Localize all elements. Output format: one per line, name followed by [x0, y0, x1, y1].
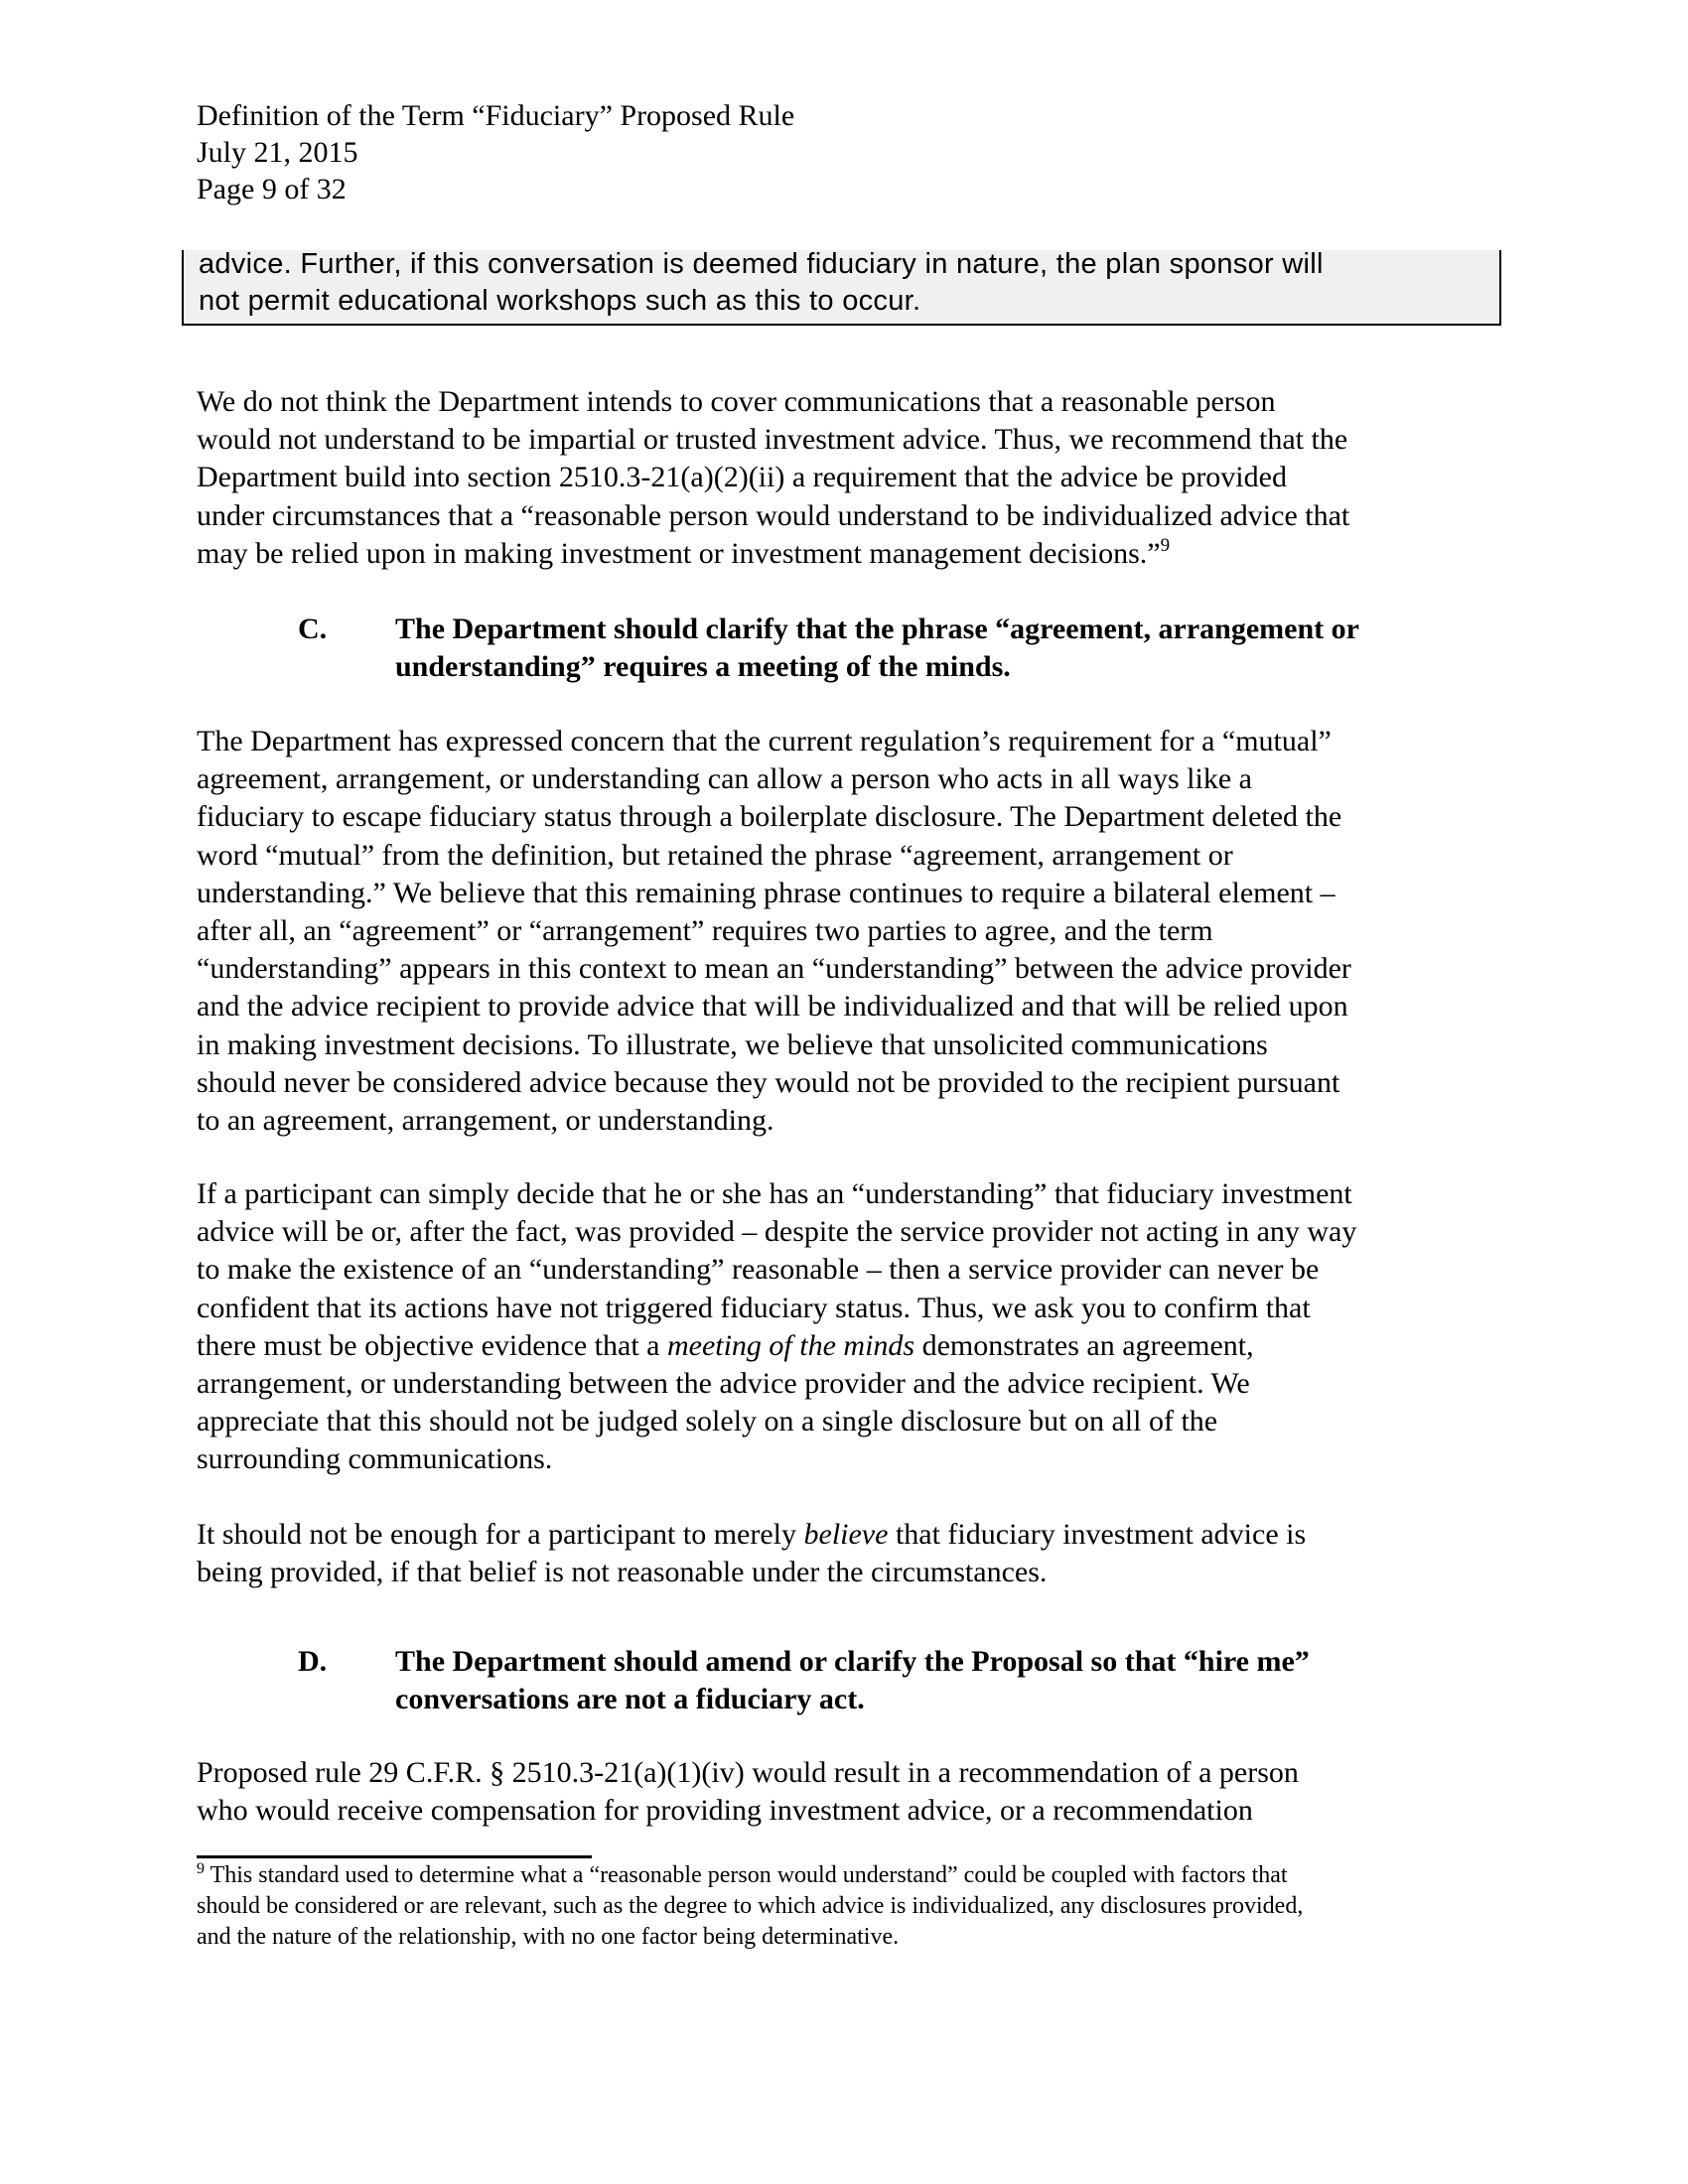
footnote-separator [197, 1855, 592, 1858]
page-number: Page 9 of 32 [197, 173, 347, 205]
footnote-9: $^9$ This standard used to determine what a “reasonable person would understand” could be coupled with factors that should be considered or are relevant, such as the degree to which advice is individualized, any disclosures provided, and the nature of the relationship, with no one factor being determinative. [197, 1860, 1304, 1950]
paragraph-participant-understanding: If a participant can simply decide that he or she has an “understanding” that fiduciary investment advice will be or, after the fact, was provided – despite the service provider not acting in any way to make the existence of an “understanding” reasonable – then a service provider can never be confident that its actions have not triggered fiduciary status. Thus, we ask you to confirm that there must be objective evidence that a meeting of the minds demonstrates an agreement, arrangement, or understanding between the advice provider and the advice recipient. We appreciate that this should not be judged solely on a single disclosure but on all of the surrounding communications. [197, 1177, 1357, 1476]
footnote-ref-9[interactable]: 9 [1160, 534, 1171, 556]
paragraph-belief: It should not be enough for a participant to merely believe that fiduciary investment advice is being provided, if that belief is not reasonable under the circumstances. [197, 1518, 1307, 1589]
document-title: Definition of the Term “Fiduciary” Proposed Rule [197, 99, 795, 132]
emphasis-believe: believe [803, 1518, 889, 1551]
section-letter: C. [298, 613, 328, 645]
document-date: July 21, 2015 [197, 136, 358, 169]
paragraph-hire-me: Proposed rule 29 C.F.R. § 2510.3-21(a)(1)(iv) would result in a recommendation of a person who would receive compensation for providing investment advice, or a recommendation [197, 1756, 1299, 1828]
section-title: The Department should amend or clarify the Proposal so that “hire me” conversations are not a fiduciary act. [395, 1645, 1310, 1715]
section-letter: D. [298, 1645, 328, 1678]
callout-line: advice. Further, if this conversation is deemed fiduciary in nature, the plan sponsor will [199, 248, 1324, 280]
footnote-number: 9 [197, 1860, 205, 1877]
quoted-comment-box [182, 250, 1501, 326]
section-title: The Department should clarify that the phrase “agreement, arrangement or understanding” requires a meeting of the minds. [395, 613, 1359, 683]
paragraph-reasonable-person: We do not think the Department intends to cover communications that a reasonable person would not understand to be impartial or trusted investment advice. Thus, we recommend that the Department build into section 2510.3-21(a)(2)(ii) a requirement that the advice be provided under circumstances that a “reasonable person would understand to be individualized advice that may be relied upon in making investment or investment management decisions.”$^9$ [197, 385, 1350, 570]
emphasis-meeting-of-minds: meeting of the minds [666, 1328, 915, 1362]
callout-line: not permit educational workshops such as this to occur. [199, 285, 921, 317]
page-header [197, 97, 794, 207]
paragraph-mutual-agreement: The Department has expressed concern that the current regulation’s requirement for a “mutual” agreement, arrangement, or understanding can allow a person who acts in all ways like a fiduciary to escape fiduciary status through a boilerplate disclosure. The Department deleted the word “mutual” from the definition, but retained the phrase “agreement, arrangement or understanding.” We believe that this remaining phrase continues to require a bilateral element – after all, an “agreement” or “arrangement” requires two parties to agree, and the term “understanding” appears in this context to mean an “understanding” between the advice provider and the advice recipient to provide advice that will be individualized and that will be relied upon in making investment decisions. To illustrate, we believe that unsolicited communications should never be considered advice because they would not be provided to the recipient pursuant to an agreement, arrangement, or understanding. [197, 725, 1351, 1138]
